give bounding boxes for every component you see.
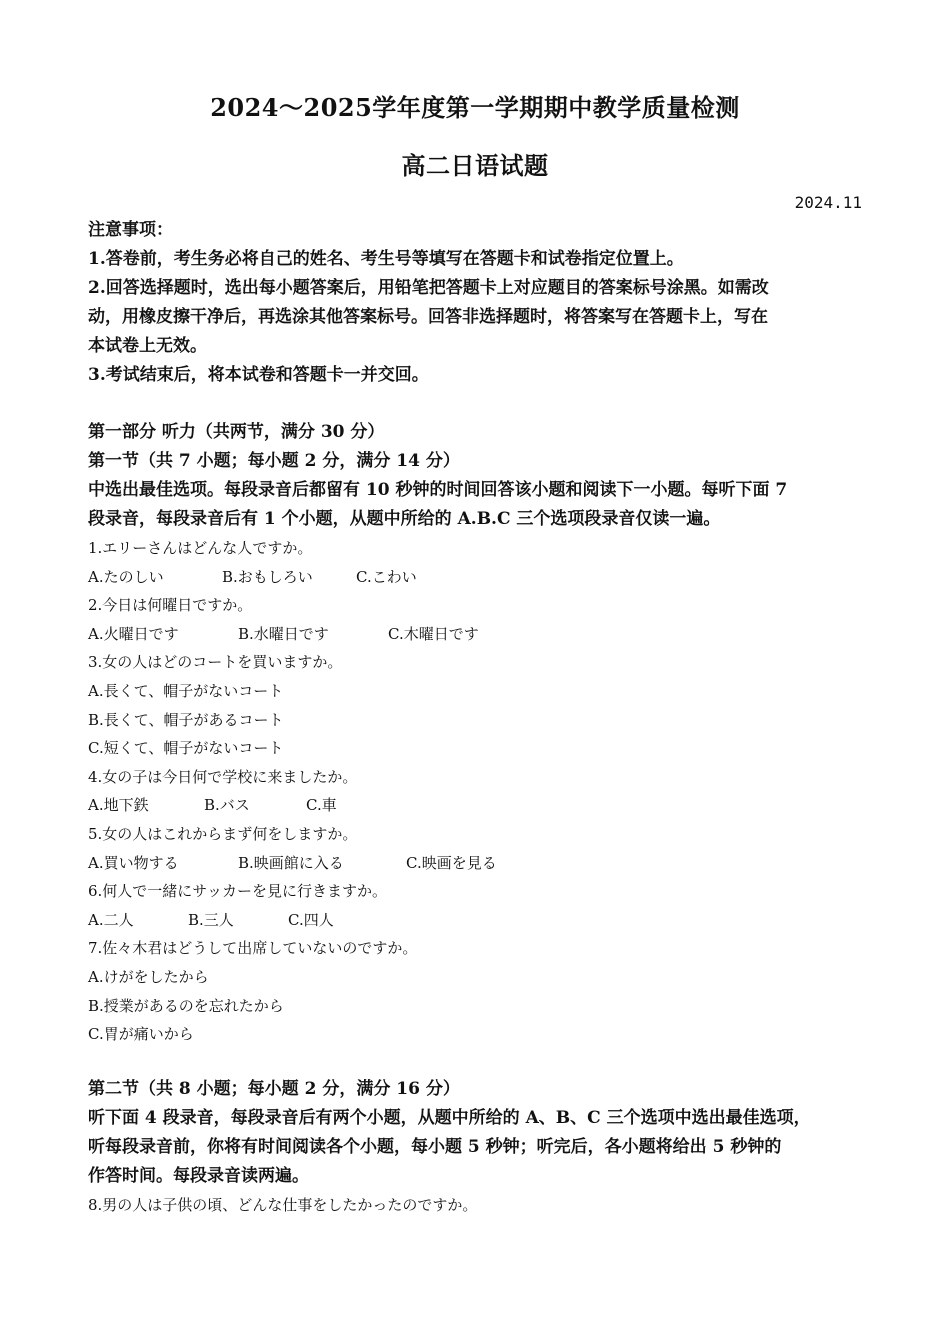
question-1: 1.エリーさんはどんな人ですか。	[88, 539, 313, 557]
option-c: C.四人	[288, 910, 334, 929]
section1-heading: 第一节（共 7 小题；每小题 2 分，满分 14 分）	[88, 451, 460, 471]
question-6: 6.何人で一緒にサッカーを見に行きますか。	[88, 882, 388, 901]
section2-heading: 第二节（共 8 小题；每小题 2 分，满分 16 分）	[88, 1078, 460, 1099]
option-c: C.こわい	[356, 567, 417, 586]
question-8: 8.男の人は子供の頃、どんな仕事をしたかったのですか。	[88, 1195, 478, 1214]
exam-title: 2024～2025学年度第一学期期中教学质量检测	[210, 93, 740, 122]
option-c: C.胃が痛いから	[88, 1025, 194, 1044]
option-b: B.長くて、帽子があるコート	[88, 710, 284, 729]
section2-instruction: 作答时间。每段录音读两遍。	[88, 1165, 309, 1186]
section1-instruction: 中选出最佳选项。每段录音后都留有 10 秒钟的时间回答该小题和阅读下一小题。每听下面 7	[88, 480, 788, 500]
option-a: A.二人	[88, 910, 134, 929]
listening-part	[88, 418, 866, 1219]
part1-heading: 第一部分 听力（共两节，满分 30 分）	[88, 422, 385, 442]
notes-item: 本试卷上无效。	[88, 336, 207, 356]
option-a: A.長くて、帽子がないコート	[88, 681, 284, 700]
option-a: A.地下鉄	[88, 796, 149, 815]
option-a: A.たのしい	[88, 567, 164, 586]
option-b: B.バス	[204, 796, 250, 815]
option-c: C.車	[306, 796, 337, 815]
option-b: B.三人	[188, 910, 234, 929]
section1-instruction: 段录音，每段录音后有 1 个小题，从题中所给的 A.B.C 三个选项段录音仅读一遍。	[88, 509, 721, 529]
notes-block	[88, 216, 866, 390]
notes-heading: 注意事项：	[88, 220, 173, 240]
question-2: 2.今日は何曜日ですか。	[88, 596, 253, 615]
option-a: A.火曜日です	[88, 624, 179, 643]
question-3: 3.女の人はどのコートを買いますか。	[88, 653, 343, 672]
option-c: C.映画を見る	[406, 853, 497, 872]
notes-item: 2.回答选择题时，选出每小题答案后，用铅笔把答题卡上对应题目的答案标号涂黑。如需改	[88, 278, 769, 298]
option-b: B.おもしろい	[222, 567, 313, 586]
option-c: C.短くて、帽子がないコート	[88, 739, 284, 758]
options-row	[88, 563, 866, 592]
exam-date: 2024.11	[794, 193, 862, 212]
section2-instruction: 听下面 4 段录音，每段录音后有两个小题，从题中所给的 A、B、C 三个选项中选出最佳选项，	[88, 1107, 811, 1128]
exam-subtitle: 高二日语试题	[401, 151, 549, 180]
notes-item: 3.考试结束后，将本试卷和答题卡一并交回。	[88, 365, 429, 385]
option-c: C.木曜日です	[388, 624, 479, 643]
question-7: 7.佐々木君はどうして出席していないのですか。	[88, 939, 418, 958]
option-b: B.映画館に入る	[238, 853, 344, 872]
notes-item: 动，用橡皮擦干净后，再选涂其他答案标号。回答非选择题时，将答案写在答题卡上，写在	[88, 307, 768, 327]
section2-instruction: 听每段录音前，你将有时间阅读各个小题，每小题 5 秒钟；听完后，各小题将给出 5 秒钟的	[88, 1136, 782, 1157]
option-b: B.授業があるのを忘れたから	[88, 996, 284, 1015]
options-row	[88, 620, 866, 649]
question-5: 5.女の人はこれからまず何をしますか。	[88, 824, 358, 843]
question-4: 4.女の子は今日何で学校に来ましたか。	[88, 767, 358, 786]
options-row	[88, 849, 866, 878]
option-a: A.買い物する	[88, 853, 179, 872]
option-b: B.水曜日です	[238, 624, 329, 643]
options-row	[88, 906, 866, 935]
option-a: A.けがをしたから	[88, 967, 209, 986]
options-row	[88, 791, 866, 820]
notes-item: 1.答卷前，考生务必将自己的姓名、考生号等填写在答题卡和试卷指定位置上。	[88, 249, 684, 269]
